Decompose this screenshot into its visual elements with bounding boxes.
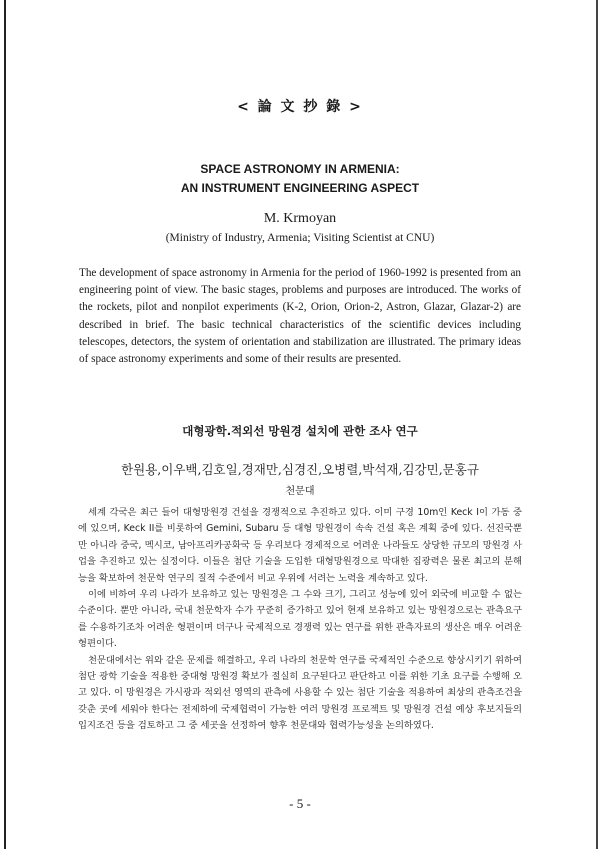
korean-paragraph: 천문대에서는 위와 같은 문제를 해결하고, 우리 나라의 천문학 연구를 국제적인 수준으로 향상시키기 위하여 첨단 광학 기술을 적용한 중대형 망원경 확보가 절실히 요구된다고 판단하고 이를 위한 기초 요구를 수행해 오고 있다. 이 망원경은 가시광과 적외선 영역의 관측에 사용할 수 있는 첨단 기술을 적용하여 최상의 관측조건을 갖춘 곳에 세워야 한다는 전제하에 국제협력이 가능한 여러 망원경 프로젝트 및 망원경 건설 예상 후보지들의 입지조건 등을 검토하고 그 중 세곳을 선정하여 향후 천문대와 협력가능성을 논의하였다. bbox=[78, 654, 522, 732]
paper-affiliation: (Ministry of Industry, Armenia; Visiting Scientist at CNU) bbox=[165, 232, 435, 244]
paper-title-line-2: AN INSTRUMENT ENGINEERING ASPECT bbox=[180, 181, 420, 195]
korean-paper-title: 대형광학.적외선 망원경 설치에 관한 조사 연구 bbox=[182, 424, 418, 438]
korean-paper-authors: 한원용,이우백,김호일,경재만,심경진,오병렬,박석재,김강민,문홍규 bbox=[121, 462, 479, 477]
paper-author: M. Krmoyan bbox=[263, 211, 337, 226]
korean-abstract bbox=[78, 505, 522, 735]
paper-title-line-1: SPACE ASTRONOMY IN ARMENIA: bbox=[200, 162, 400, 176]
abstract bbox=[79, 265, 521, 368]
abstract-text: The development of space astronomy in Armenia for the period of 1960-1992 is presented from an engineering point of view. The basic stages, problems and purposes are introduced. The works of the rockets, pilot and nonpilot experiments (K-2, Orion, Orion-2, Astron, Glazar, Glazar-2) are described in brief. The basic technical characteristics of the scientific devices including telescopes, detectors, the system of orientation and stabilization are illustrated. The primary ideas of space astronomy experiments and some of their results are presented. bbox=[79, 267, 521, 366]
korean-paper-affiliation: 천문대 bbox=[285, 486, 315, 497]
korean-paragraph: 세계 각국은 최근 들어 대형망원경 건설을 경쟁적으로 추진하고 있다. 이미 구경 10m인 Keck I이 가동 중에 있으며, Keck II를 비롯하여 Gemini, Subaru 등 대형 망원경이 속속 건설 혹은 계획 중에 있다. 선진국뿐만 아니라 중국, 멕시코, 남아프리카공화국 등 우리보다 경제적으로 어려운 나라들도 상당한 규모의 망원경 사업을 추진하고 있는 실정이다. 이들은 첨단 기술을 도입한 대형망원경으로 막대한 집광력은 물론 최고의 분해능을 확보하여 천문학 연구의 질적 수준에서 비교 우위에 서려는 노력을 계속하고 있다. bbox=[78, 507, 522, 584]
section-header: < 論 文 抄 錄 > bbox=[237, 99, 363, 115]
korean-paragraph: 이에 비하여 우리 나라가 보유하고 있는 망원경은 그 수와 크기, 그리고 성능에 있어 외국에 비교할 수 없는 수준이다. 뿐만 아니라, 국내 천문학자 수가 꾸준히 증가하고 있어 현재 보유하고 있는 망원경으로는 관측요구를 수용하기조차 어려운 형편이며 더구나 국제적으로 경쟁력 있는 연구를 위한 관측자료의 생산은 매우 어려운 형편이다. bbox=[78, 589, 522, 650]
page-number: - 5 - bbox=[289, 796, 311, 811]
paper-title bbox=[0, 160, 600, 198]
